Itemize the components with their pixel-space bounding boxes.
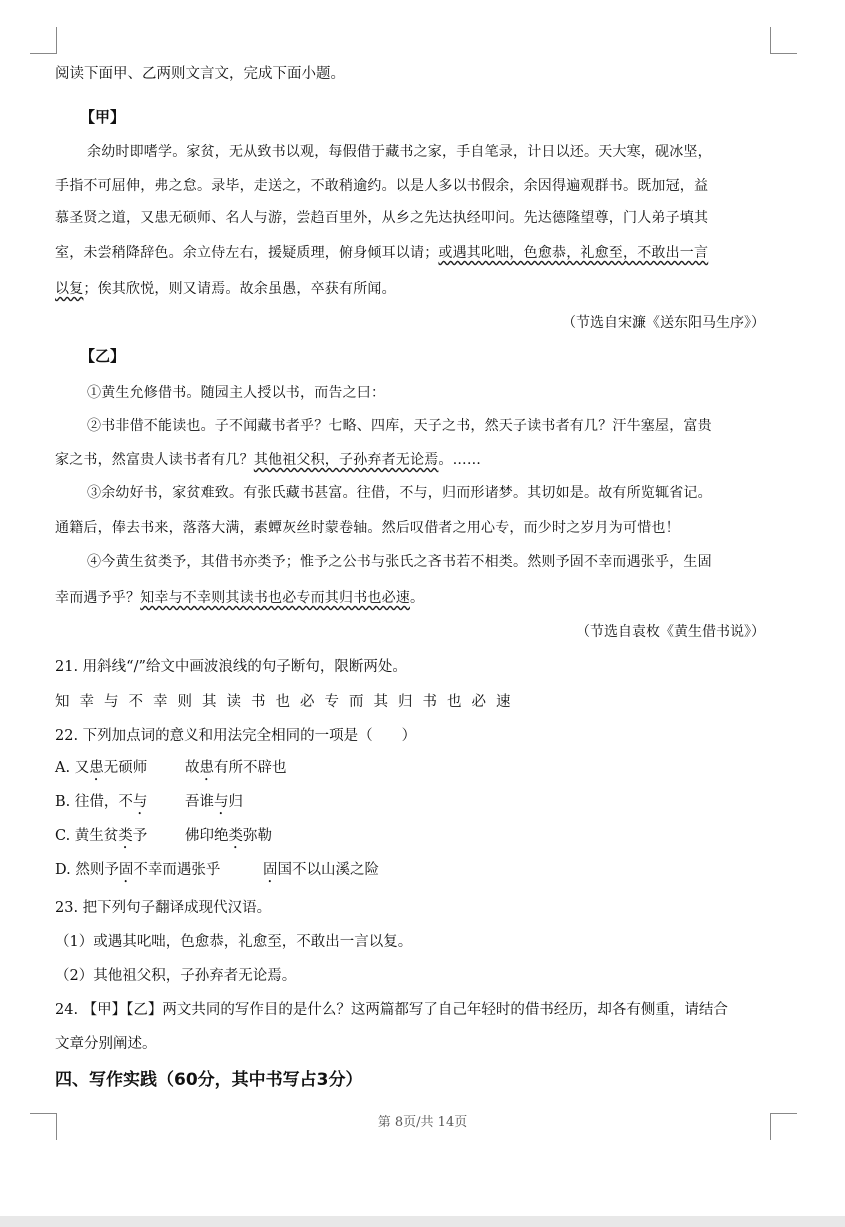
jia-label: 【甲】: [80, 108, 126, 126]
jia-line-4-text: 室，未尝稍降辞色。余立侍左右，援疑质理，俯身倾耳以请；: [55, 245, 439, 261]
jia-line-4: [55, 242, 708, 262]
q24-line-2: 文章分别阐述。: [55, 1036, 157, 1052]
option-b-part: 故患有所不辟也: [185, 760, 287, 776]
yi-para-2-line-2: [55, 449, 481, 469]
yi-para-1: ①黄生允修借书。随园主人授以书，而告之曰：: [87, 385, 386, 401]
dotted-word: 患: [89, 760, 104, 776]
option-b-part: 吾谁与归: [185, 794, 243, 810]
dotted-word: 与: [214, 794, 229, 810]
viewer-bottom-bar: [0, 1216, 845, 1227]
q23-item-1: （1）或遇其叱咄，色愈恭，礼愈至，不敢出一言以复。: [55, 934, 413, 950]
page-corner-mark: [30, 27, 57, 54]
page-number: 第 8页/共 14页: [377, 1115, 468, 1130]
yi-para-2-text-b: 。……: [438, 452, 482, 468]
intro-instruction: 阅读下面甲、乙两则文言文，完成下面小题。: [55, 66, 345, 82]
dotted-word: 类: [228, 828, 243, 844]
section-4-heading: 四、写作实践（60分，其中书写占3分）: [55, 1070, 363, 1090]
yi-underlined-sentence: 其他祖父积，子孙弃者无论焉: [253, 452, 439, 468]
dotted-word: 固: [263, 862, 278, 878]
option-letter: D.: [55, 862, 71, 878]
q21-title: 21. 用斜线“/”给文中画波浪线的句子断句，限断两处。: [55, 659, 407, 675]
yi-para-4-text-b: 。: [410, 590, 425, 606]
option-b-part: 固国不以山溪之险: [263, 862, 379, 878]
yi-para-3-line-2: 通籍后，俸去书来，落落大满，素蟫灰丝时蒙卷轴。然后叹借者之用心专，而少时之岁月为可惜也！: [55, 520, 680, 536]
q22-option-c: C. 黄生贫类予 佛印绝类弥勒: [55, 824, 147, 852]
jia-line-2: 手指不可屈伸，弗之怠。录毕，走送之，不敢稍逾约。以是人多以书假余，余因得遍观群书。既加冠，益: [55, 178, 709, 194]
q24-line-1: 24. 【甲】【乙】两文共同的写作目的是什么？这两篇都写了自己年轻时的借书经历，却各有侧重，请结合: [55, 1002, 728, 1018]
q22-option-a: A. 又患无硕师 故患有所不辟也: [55, 756, 147, 784]
q23-item-2: （2）其他祖父积，子孙弃者无论焉。: [55, 968, 297, 984]
jia-source: （节选自宋濂《送东阳马生序》）: [562, 315, 765, 331]
yi-para-3-line-1: ③余幼好书，家贫难致。有张氏藏书甚富。往借，不与，归而形诸梦。其切如是。故有所览辄省记。: [87, 485, 712, 501]
dotted-word: 固: [118, 862, 134, 878]
yi-para-4-text-a: 幸而遇予乎？: [55, 590, 141, 606]
dotted-word: 与: [132, 794, 148, 810]
q22-option-d: D. 然则予固不幸而遇张乎 固国不以山溪之险: [55, 858, 220, 886]
dotted-word: 类: [118, 828, 133, 844]
yi-label: 【乙】: [80, 347, 126, 365]
dotted-word: 患: [199, 760, 214, 776]
yi-para-4-line-1: ④今黄生贫类予，其借书亦类予；惟予之公书与张氏之吝书若不相类。然则予固不幸而遇张乎，生固: [87, 554, 712, 570]
yi-wavy-sentence: 知幸与不幸则其读书也必专而其归书也必速: [140, 590, 411, 606]
q22-option-b: B. 往借，不与 吾谁与归: [55, 790, 147, 818]
jia-line-3: 慕圣贤之道，又患无硕师、名人与游，尝趋百里外，从乡之先达执经叩问。先达德隆望尊，门人弟子填其: [55, 210, 709, 226]
page-corner-mark: [770, 27, 797, 54]
jia-line-1: 余幼时即嗜学。家贫，无从致书以观，每假借于藏书之家，手自笔录，计日以还。天大寒，砚冰坚，: [87, 144, 712, 160]
option-letter: C.: [55, 828, 71, 844]
jia-wavy-sentence: 或遇其叱咄，色愈恭，礼愈至，不敢出一言: [438, 245, 709, 261]
jia-line-5: [55, 278, 396, 298]
jia-line-5-text: ；俟其欣悦，则又请焉。故余虽愚，卒获有所闻。: [83, 281, 396, 297]
yi-para-2-text-a: 家之书，然富贵人读书者有几？: [55, 452, 254, 468]
jia-wavy-sentence-end: 以复: [55, 281, 84, 297]
yi-para-2-line-1: ②书非借不能读也。子不闻藏书者乎？七略、四库，天子之书，然天子读书者有几？汗牛塞屋，富贵: [87, 418, 712, 434]
yi-source: （节选自袁枚《黄生借书说》）: [576, 624, 765, 640]
q22-title: 22. 下列加点词的意义和用法完全相同的一项是（ ）: [55, 728, 417, 744]
option-letter: A.: [55, 760, 71, 776]
q23-title: 23. 把下列句子翻译成现代汉语。: [55, 900, 272, 916]
q21-sentence: 知幸与不幸则其读书也必专而其归书也必速: [55, 694, 521, 710]
option-letter: B.: [55, 794, 71, 810]
yi-para-4-line-2: [55, 587, 424, 607]
option-b-part: 佛印绝类弥勒: [185, 828, 272, 844]
